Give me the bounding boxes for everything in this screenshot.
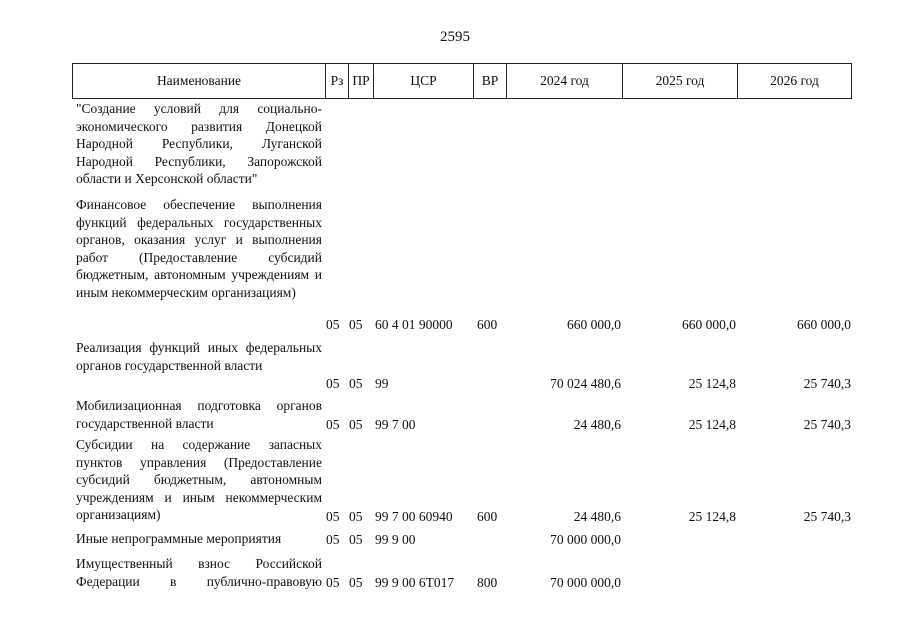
table-header [72,63,852,99]
row-vr: 600 [477,316,498,332]
table-row [0,397,905,433]
table-row [0,100,905,188]
row-2024: 660 000,0 [567,316,621,332]
row-pr: 05 [349,531,363,547]
table-row [0,530,905,548]
row-2026: 25 740,3 [803,375,851,391]
row-pr: 05 [349,375,363,391]
row-csr: 99 7 00 [375,416,416,432]
row-name: Финансовое обеспечение выполнения функций федеральных государственных органов, оказания услуг и выполнения работ (Предоставление субсидий бюджетным, автономным учреждениям и иным некоммерческим организациям) [76,197,322,300]
row-rz: 05 [326,316,340,332]
row-2026: 660 000,0 [797,316,851,332]
row-rz: 05 [326,508,340,524]
row-2024: 70 000 000,0 [550,531,621,547]
row-2026: 25 740,3 [803,416,851,432]
header-vr: ВР [473,64,506,98]
row-2024: 24 480,6 [573,508,621,524]
page-number: 2595 [440,29,470,45]
row-csr: 60 4 01 90000 [375,316,453,332]
header-csr: ЦСР [373,64,473,98]
row-pr: 05 [349,508,363,524]
row-name: Имущественный взнос Российской Федерации в публично-правовую [76,556,322,589]
table-row [0,339,905,392]
row-2026: 25 740,3 [803,508,851,524]
row-vr: 800 [477,574,498,590]
row-2024: 24 480,6 [573,416,621,432]
row-rz: 05 [326,416,340,432]
header-2024: 2024 год [506,64,622,98]
row-rz: 05 [326,375,340,391]
row-rz: 05 [326,531,340,547]
row-pr: 05 [349,316,363,332]
table-row [0,555,905,591]
row-pr: 05 [349,416,363,432]
row-csr: 99 9 00 6Т017 [375,574,455,590]
row-2025: 25 124,8 [688,375,736,391]
row-2024: 70 024 480,6 [550,375,621,391]
row-2025: 25 124,8 [688,416,736,432]
header-2025: 2025 год [622,64,737,98]
row-name: "Создание условий для социально-экономического развития Донецкой Народной Республики, Луганской Народной Республики, Запорожской области и Херсонской области" [76,101,322,186]
row-pr: 05 [349,574,363,590]
header-rz: Рз [325,64,348,98]
row-name: Иные непрограммные мероприятия [76,531,282,546]
header-2026: 2026 год [737,64,851,98]
row-2025: 660 000,0 [682,316,736,332]
row-name: Субсидии на содержание запасных пунктов управления (Предоставление субсидий бюджетным, автономным учреждениям и иным некоммерческим организациям) [76,437,322,522]
row-rz: 05 [326,574,340,590]
row-name: Мобилизационная подготовка органов государственной власти [76,398,322,431]
table-row [0,436,905,525]
row-csr: 99 9 00 [375,531,416,547]
header-name: Наименование [156,73,242,88]
row-2025: 25 124,8 [688,508,736,524]
row-name: Реализация функций иных федеральных органов государственной власти [76,340,322,373]
row-vr: 600 [477,508,498,524]
row-csr: 99 7 00 60940 [375,508,453,524]
header-pr: ПР [348,64,373,98]
table-row [0,196,905,333]
row-csr: 99 [375,375,389,391]
row-2024: 70 000 000,0 [550,574,621,590]
